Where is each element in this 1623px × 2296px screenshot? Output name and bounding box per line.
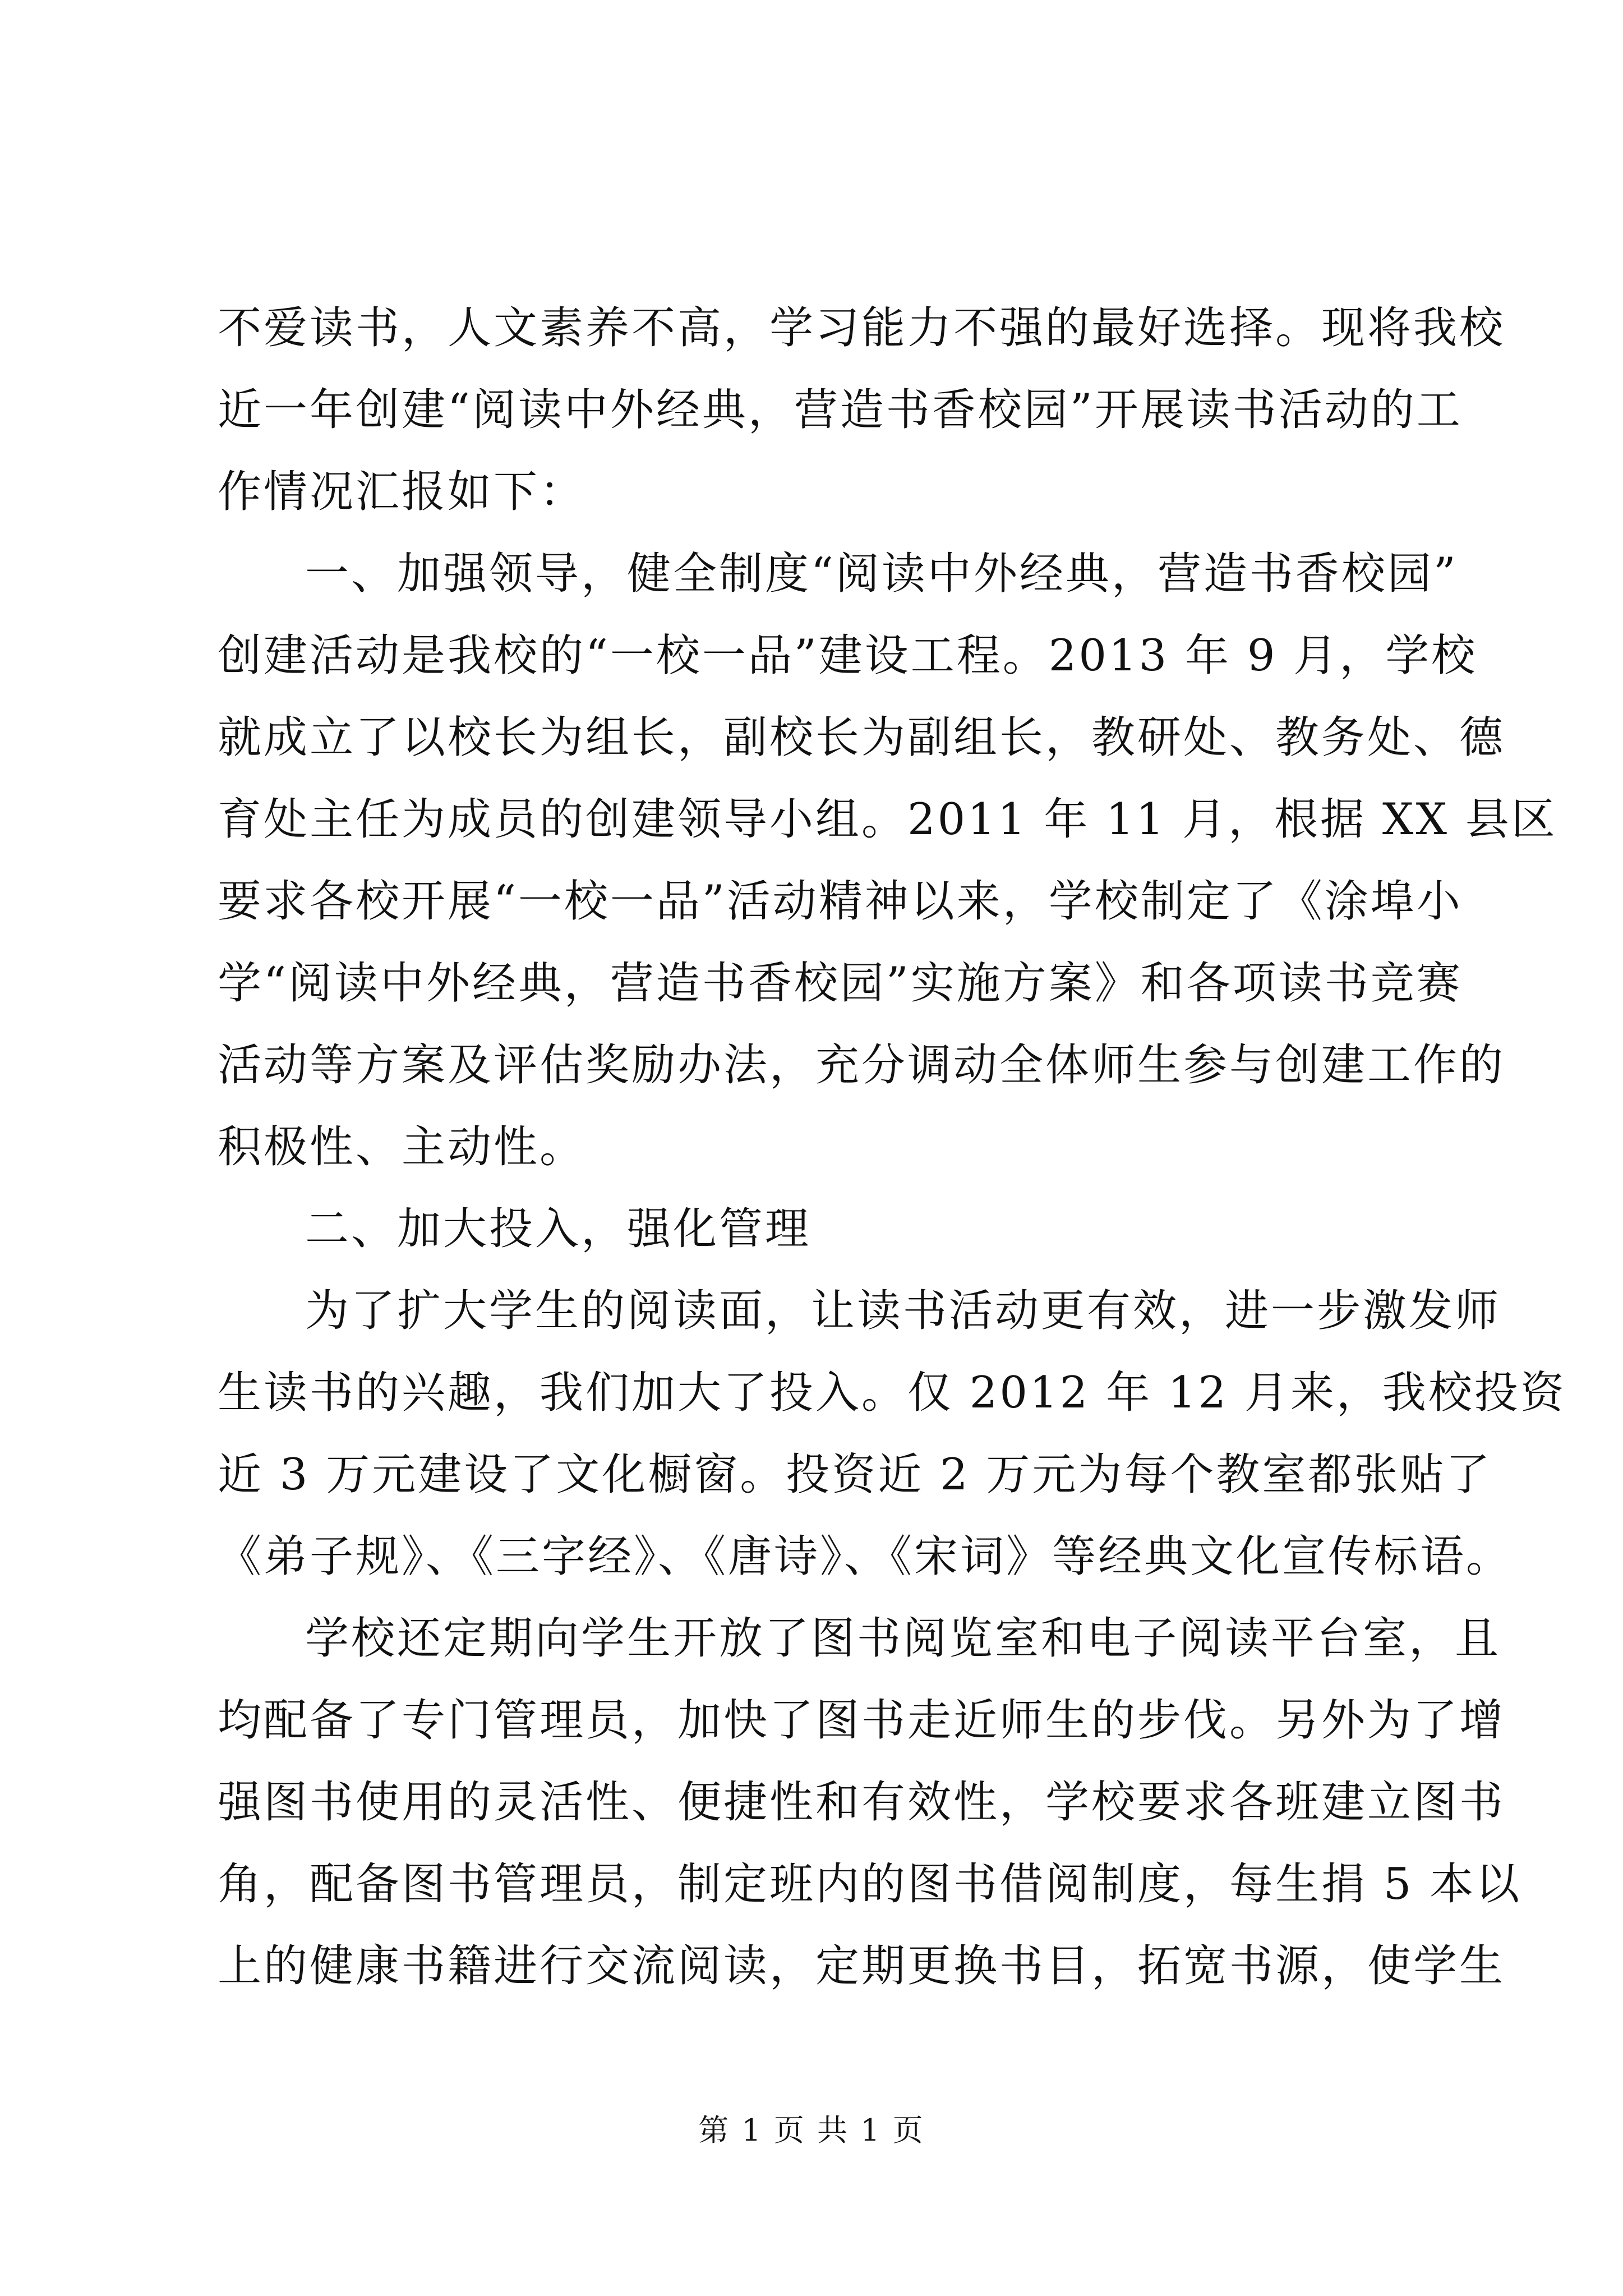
text-line: 近一年创建“阅读中外经典，营造书香校园”开展读书活动的工 (218, 385, 1463, 435)
text-line: 就成立了以校长为组长，副校长为副组长，教研处、教务处、德 (218, 712, 1506, 763)
text-line: 上的健康书籍进行交流阅读，定期更换书目，拓宽书源，使学生 (218, 1941, 1506, 1991)
text-line: 强图书使用的灵活性、便捷性和有效性，学校要求各班建立图书 (218, 1777, 1506, 1828)
text-line: 《弟子规》、《三字经》、《唐诗》、《宋词》等经典文化宣传标语。 (218, 1531, 1513, 1582)
text-line: 活动等方案及评估奖励办法，充分调动全体师生参与创建工作的 (218, 1040, 1506, 1091)
text-line: 不爱读书，人文素养不高，学习能力不强的最好选择。现将我校 (218, 303, 1506, 353)
text-line: 近 3 万元建设了文化橱窗。投资近 2 万元为每个教室都张贴了 (218, 1450, 1492, 1500)
text-line: 一、加强领导，健全制度“阅读中外经典，营造书香校园” (305, 549, 1458, 599)
text-line: 育处主任为成员的创建领导小组。2011 年 11 月，根据 XX 县区 (218, 794, 1557, 845)
text-line: 均配备了专门管理员，加快了图书走近师生的步伐。另外为了增 (218, 1695, 1506, 1746)
text-line: 学“阅读中外经典，营造书香校园”实施方案》和各项读书竞赛 (218, 958, 1463, 1009)
text-line: 创建活动是我校的“一校一品”建设工程。2013 年 9 月，学校 (218, 631, 1478, 681)
body-text (218, 287, 1566, 2007)
text-line: 生读书的兴趣，我们加大了投入。仅 2012 年 12 月来，我校投资 (218, 1368, 1566, 1418)
text-line: 作情况汇报如下： (218, 467, 586, 517)
text-line: 积极性、主动性。 (218, 1122, 586, 1172)
text-line: 二、加大投入，强化管理 (305, 1204, 811, 1254)
text-line: 要求各校开展“一校一品”活动精神以来，学校制定了《涂埠小 (218, 876, 1463, 927)
page-footer: 第 1 页 共 1 页 (698, 2113, 925, 2148)
text-line: 角，配备图书管理员，制定班内的图书借阅制度，每生捐 5 本以 (218, 1859, 1522, 1910)
text-line: 为了扩大学生的阅读面，让读书活动更有效，进一步激发师 (305, 1286, 1501, 1336)
text-line: 学校还定期向学生开放了图书阅览室和电子阅读平台室，且 (305, 1613, 1501, 1664)
